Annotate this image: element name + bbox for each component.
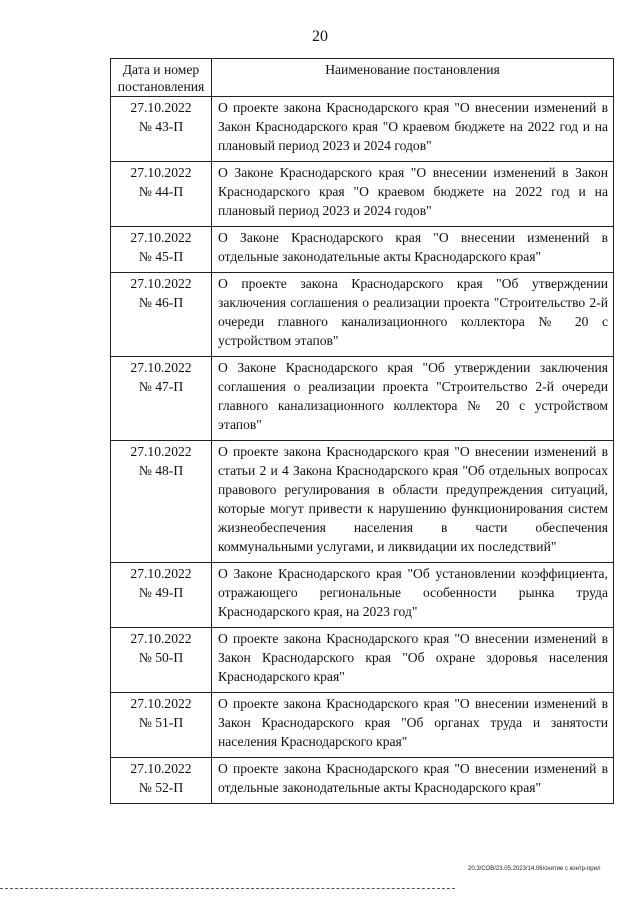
table-row bbox=[111, 227, 614, 273]
resolution-date: 27.10.2022 bbox=[130, 444, 192, 459]
resolution-title: О проекте закона Краснодарского края "О внесении изменений в Закон Краснодарского края "Об охране здоровья населения Краснодарского края" bbox=[212, 628, 614, 693]
resolution-number: № 47-П bbox=[138, 379, 184, 394]
table-row bbox=[111, 441, 614, 563]
resolution-date-number bbox=[111, 628, 212, 693]
resolution-number: № 52-П bbox=[138, 780, 184, 795]
table-header-row bbox=[111, 59, 614, 97]
resolution-date-number bbox=[111, 357, 212, 441]
resolution-date-number bbox=[111, 227, 212, 273]
resolution-date: 27.10.2022 bbox=[130, 360, 192, 375]
page-number: 20 bbox=[312, 28, 328, 45]
table-row bbox=[111, 628, 614, 693]
resolutions-table bbox=[110, 58, 614, 804]
table-row bbox=[111, 563, 614, 628]
resolution-date-number bbox=[111, 273, 212, 357]
table-row bbox=[111, 357, 614, 441]
resolution-date: 27.10.2022 bbox=[130, 165, 192, 180]
footer-code: 20.3/СОВ/23.05.2023/14.06/снятие с контр-прил bbox=[468, 866, 601, 872]
resolution-date: 27.10.2022 bbox=[130, 631, 192, 646]
header-date-number: Дата и номер постановления bbox=[111, 59, 212, 97]
resolution-title: О проекте закона Краснодарского края "О внесении изменений в статьи 2 и 4 Закона Краснодарского края "Об отдельных вопросах правового регулирования в области предупреждения ситуаций, которые могут привести к нарушению функционирования систем жизнеобеспечения населения в части обеспечения коммунальными услугами, и ликвидации их последствий" bbox=[212, 441, 614, 563]
table-row bbox=[111, 97, 614, 162]
dashed-rule bbox=[0, 888, 455, 889]
resolution-date-number bbox=[111, 563, 212, 628]
resolution-title: О Законе Краснодарского края "Об утверждении заключения соглашения о реализации проекта "Строительство 2-й очереди главного канализационного коллектора № 20 с устройством этапов" bbox=[212, 357, 614, 441]
table-row bbox=[111, 758, 614, 804]
resolution-number: № 49-П bbox=[138, 585, 184, 600]
header-title: Наименование постановления bbox=[212, 59, 614, 97]
resolution-title: О проекте закона Краснодарского края "О внесении изменений в отдельные законодательные акты Краснодарского края" bbox=[212, 758, 614, 804]
resolution-title: О Законе Краснодарского края "О внесении изменений в отдельные законодательные акты Краснодарского края" bbox=[212, 227, 614, 273]
resolution-number: № 50-П bbox=[138, 650, 184, 665]
resolution-date-number bbox=[111, 758, 212, 804]
resolution-number: № 51-П bbox=[138, 715, 184, 730]
resolution-date-number bbox=[111, 441, 212, 563]
resolution-title: О проекте закона Краснодарского края "О внесении изменений в Закон Краснодарского края "Об органах труда и занятости населения Краснодарского края" bbox=[212, 693, 614, 758]
resolution-number: № 43-П bbox=[138, 119, 184, 134]
resolution-date: 27.10.2022 bbox=[130, 230, 192, 245]
resolution-title: О Законе Краснодарского края "Об установлении коэффициента, отражающего региональные особенности рынка труда Краснодарского края, на 2023 год" bbox=[212, 563, 614, 628]
resolution-date: 27.10.2022 bbox=[130, 696, 192, 711]
resolution-title: О Законе Краснодарского края "О внесении изменений в Закон Краснодарского края "О краевом бюджете на 2022 год и на плановый период 2023 и 2024 годов" bbox=[212, 162, 614, 227]
resolution-number: № 44-П bbox=[138, 184, 184, 199]
table-row bbox=[111, 162, 614, 227]
resolution-title: О проекте закона Краснодарского края "О внесении изменений в Закон Краснодарского края "О краевом бюджете на 2022 год и на плановый период 2023 и 2024 годов" bbox=[212, 97, 614, 162]
resolution-date: 27.10.2022 bbox=[130, 761, 192, 776]
resolution-number: № 46-П bbox=[138, 295, 184, 310]
resolution-date-number bbox=[111, 97, 212, 162]
resolution-date-number bbox=[111, 162, 212, 227]
table-row bbox=[111, 693, 614, 758]
resolution-number: № 48-П bbox=[138, 463, 184, 478]
resolution-date-number bbox=[111, 693, 212, 758]
resolution-date: 27.10.2022 bbox=[130, 566, 192, 581]
resolution-date: 27.10.2022 bbox=[130, 276, 192, 291]
table-row bbox=[111, 273, 614, 357]
resolution-title: О проекте закона Краснодарского края "Об утверждении заключения соглашения о реализации проекта "Строительство 2-й очереди главного канализационного коллектора № 20 с устройством этапов" bbox=[212, 273, 614, 357]
resolution-number: № 45-П bbox=[138, 249, 184, 264]
resolution-date: 27.10.2022 bbox=[130, 100, 192, 115]
